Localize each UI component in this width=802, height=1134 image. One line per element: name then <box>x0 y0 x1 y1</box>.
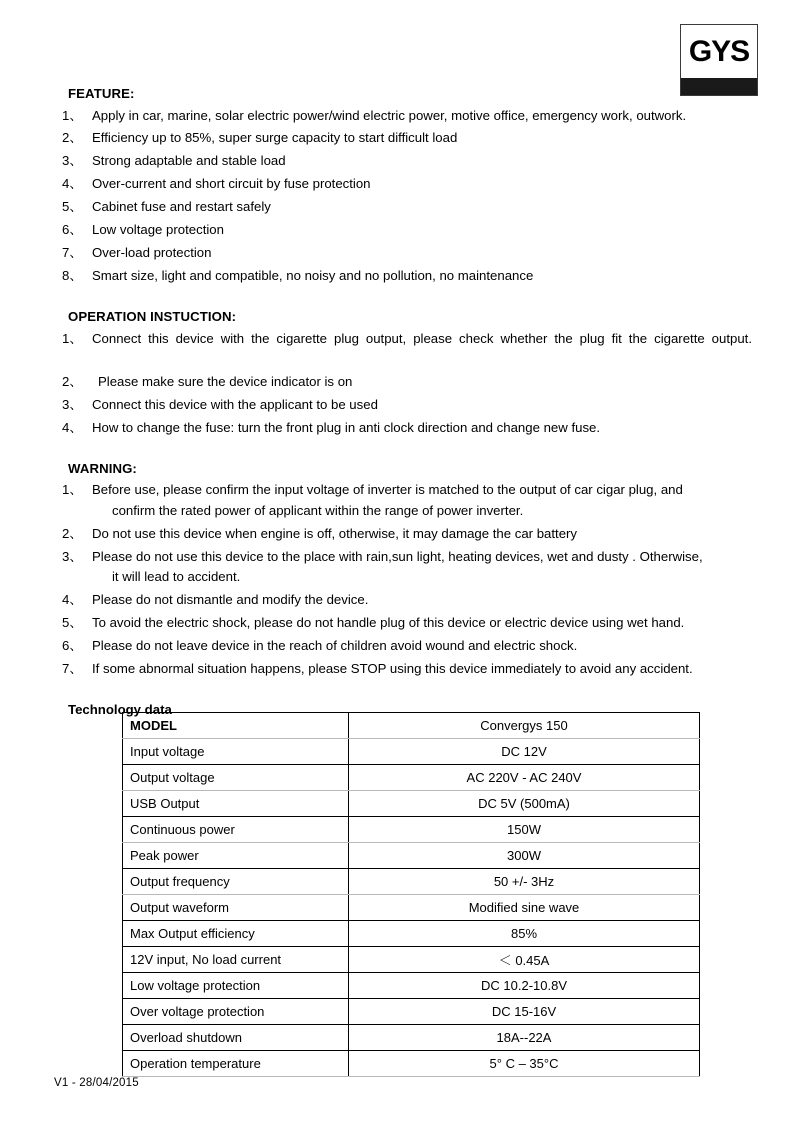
list-text: If some abnormal situation happens, please STOP using this device immediately to avoid any accident. <box>92 661 693 677</box>
table-cell-label: Max Output efficiency <box>123 921 349 947</box>
list-text: Connect this device with the applicant to be used <box>92 396 378 412</box>
table-row <box>123 713 700 739</box>
list-text-continuation: it will lead to accident. <box>112 569 241 585</box>
list-text: Please make sure the device indicator is on <box>98 374 353 390</box>
table-cell-value: DC 5V (500mA) <box>349 791 700 817</box>
list-marker: 5、 <box>62 199 83 215</box>
list-marker: 1、 <box>62 482 83 498</box>
list-marker: 7、 <box>62 661 83 677</box>
logo-text: GYS <box>688 35 750 68</box>
technology-data-heading: Technology data <box>68 701 172 717</box>
list-text: Strong adaptable and stable load <box>92 153 286 169</box>
table-cell-value: ＜ 0.45A <box>349 947 700 973</box>
list-text: Over-load protection <box>92 245 212 261</box>
warning-list <box>62 480 752 679</box>
list-text: How to change the fuse: turn the front plug in anti clock direction and change new fuse. <box>92 419 601 435</box>
list-marker: 3、 <box>62 548 83 564</box>
table-cell-value: Convergys 150 <box>349 713 700 739</box>
feature-list <box>62 106 752 287</box>
feature-heading: FEATURE: <box>68 86 135 101</box>
table-cell-label: Operation temperature <box>123 1051 349 1077</box>
list-item <box>62 613 752 633</box>
table-cell-label: Low voltage protection <box>123 973 349 999</box>
list-item <box>62 395 752 415</box>
table-cell-label: Overload shutdown <box>123 1025 349 1051</box>
table-cell-label: Continuous power <box>123 817 349 843</box>
list-item <box>62 151 752 171</box>
table-row <box>123 895 700 921</box>
list-text: Over-current and short circuit by fuse protection <box>92 176 371 192</box>
technology-data-table <box>122 712 700 1077</box>
table-row <box>123 947 700 973</box>
list-marker: 1、 <box>62 107 83 123</box>
list-marker: 1、 <box>62 330 83 346</box>
list-item <box>62 418 752 438</box>
table-body <box>123 713 700 1077</box>
table-cell-label: USB Output <box>123 791 349 817</box>
table-cell-label: Input voltage <box>123 739 349 765</box>
list-marker: 6、 <box>62 638 83 654</box>
list-marker: 8、 <box>62 268 83 284</box>
table-row <box>123 817 700 843</box>
list-text: Efficiency up to 85%, super surge capacity to start difficult load <box>92 130 458 146</box>
list-marker: 7、 <box>62 245 83 261</box>
list-item <box>62 329 752 370</box>
table-cell-value: DC 15-16V <box>349 999 700 1025</box>
table-cell-value: DC 12V <box>349 739 700 765</box>
list-marker: 2、 <box>62 374 83 390</box>
list-text: Connect this device with the cigarette plug output, please check whether the plug fit the cigarette output. <box>92 330 752 346</box>
table-row <box>123 1051 700 1077</box>
table-row <box>123 973 700 999</box>
list-text: To avoid the electric shock, please do not handle plug of this device or electric device using wet hand. <box>92 615 685 631</box>
list-marker: 5、 <box>62 615 83 631</box>
document-content <box>62 86 752 717</box>
list-item <box>62 106 752 126</box>
list-marker: 4、 <box>62 419 83 435</box>
table-cell-label: Over voltage protection <box>123 999 349 1025</box>
table-cell-value: 150W <box>349 817 700 843</box>
operation-heading: OPERATION INSTUCTION: <box>68 309 237 325</box>
list-item <box>62 590 752 610</box>
list-text: Please do not leave device in the reach of children avoid wound and electric shock. <box>92 638 578 654</box>
table-cell-label: Output waveform <box>123 895 349 921</box>
table-cell-value: Modified sine wave <box>349 895 700 921</box>
table-row <box>123 791 700 817</box>
table-row <box>123 999 700 1025</box>
table-cell-value: 18A--22A <box>349 1025 700 1051</box>
table-cell-value: DC 10.2-10.8V <box>349 973 700 999</box>
table-row <box>123 869 700 895</box>
spacer <box>62 289 752 309</box>
list-marker: 2、 <box>62 130 83 146</box>
list-marker: 2、 <box>62 525 83 541</box>
list-text: Do not use this device when engine is off, otherwise, it may damage the car battery <box>92 525 578 541</box>
table-row <box>123 739 700 765</box>
list-item <box>62 220 752 240</box>
list-item <box>62 636 752 656</box>
table-row <box>123 1025 700 1051</box>
table-cell-label: Output voltage <box>123 765 349 791</box>
list-text: Before use, please confirm the input voltage of inverter is matched to the output of car cigar plug, and <box>92 482 683 498</box>
list-text: Please do not use this device to the place with rain,sun light, heating devices, wet and dusty . Otherwise, <box>92 548 703 564</box>
list-text: Please do not dismantle and modify the device. <box>92 592 369 608</box>
table-row <box>123 765 700 791</box>
table-cell-label: 12V input, No load current <box>123 947 349 973</box>
list-item <box>62 174 752 194</box>
table-cell-label: Output frequency <box>123 869 349 895</box>
list-item <box>62 372 752 392</box>
list-item <box>62 659 752 679</box>
list-item <box>62 243 752 263</box>
table-row <box>123 921 700 947</box>
list-text: Low voltage protection <box>92 222 224 238</box>
list-item <box>62 197 752 217</box>
list-item <box>62 547 752 588</box>
list-marker: 4、 <box>62 176 83 192</box>
table-cell-value: 300W <box>349 843 700 869</box>
spacer <box>62 441 752 461</box>
list-item <box>62 128 752 148</box>
list-text: Smart size, light and compatible, no noisy and no pollution, no maintenance <box>92 268 534 284</box>
table-row <box>123 843 700 869</box>
list-marker: 4、 <box>62 592 83 608</box>
table-cell-value: AC 220V - AC 240V <box>349 765 700 791</box>
table-cell-value: 5° C – 35°C <box>349 1051 700 1077</box>
table-cell-value: 85% <box>349 921 700 947</box>
technology-data-table-wrapper <box>122 712 690 1077</box>
list-text: Cabinet fuse and restart safely <box>92 199 271 215</box>
list-item <box>62 480 752 521</box>
table-cell-label: Peak power <box>123 843 349 869</box>
table-cell-label: MODEL <box>123 713 349 739</box>
list-text-continuation: confirm the rated power of applicant within the range of power inverter. <box>112 502 524 518</box>
list-text: Apply in car, marine, solar electric power/wind electric power, motive office, emergency work, outwork. <box>92 107 687 123</box>
operation-list <box>62 329 752 439</box>
list-marker: 3、 <box>62 153 83 169</box>
list-marker: 6、 <box>62 222 83 238</box>
table-cell-value: 50 +/- 3Hz <box>349 869 700 895</box>
list-item <box>62 266 752 286</box>
warning-heading: WARNING: <box>68 460 137 476</box>
list-item <box>62 524 752 544</box>
spacer <box>62 682 752 702</box>
list-marker: 3、 <box>62 396 83 412</box>
footer-version: V1 - 28/04/2015 <box>54 1077 139 1089</box>
